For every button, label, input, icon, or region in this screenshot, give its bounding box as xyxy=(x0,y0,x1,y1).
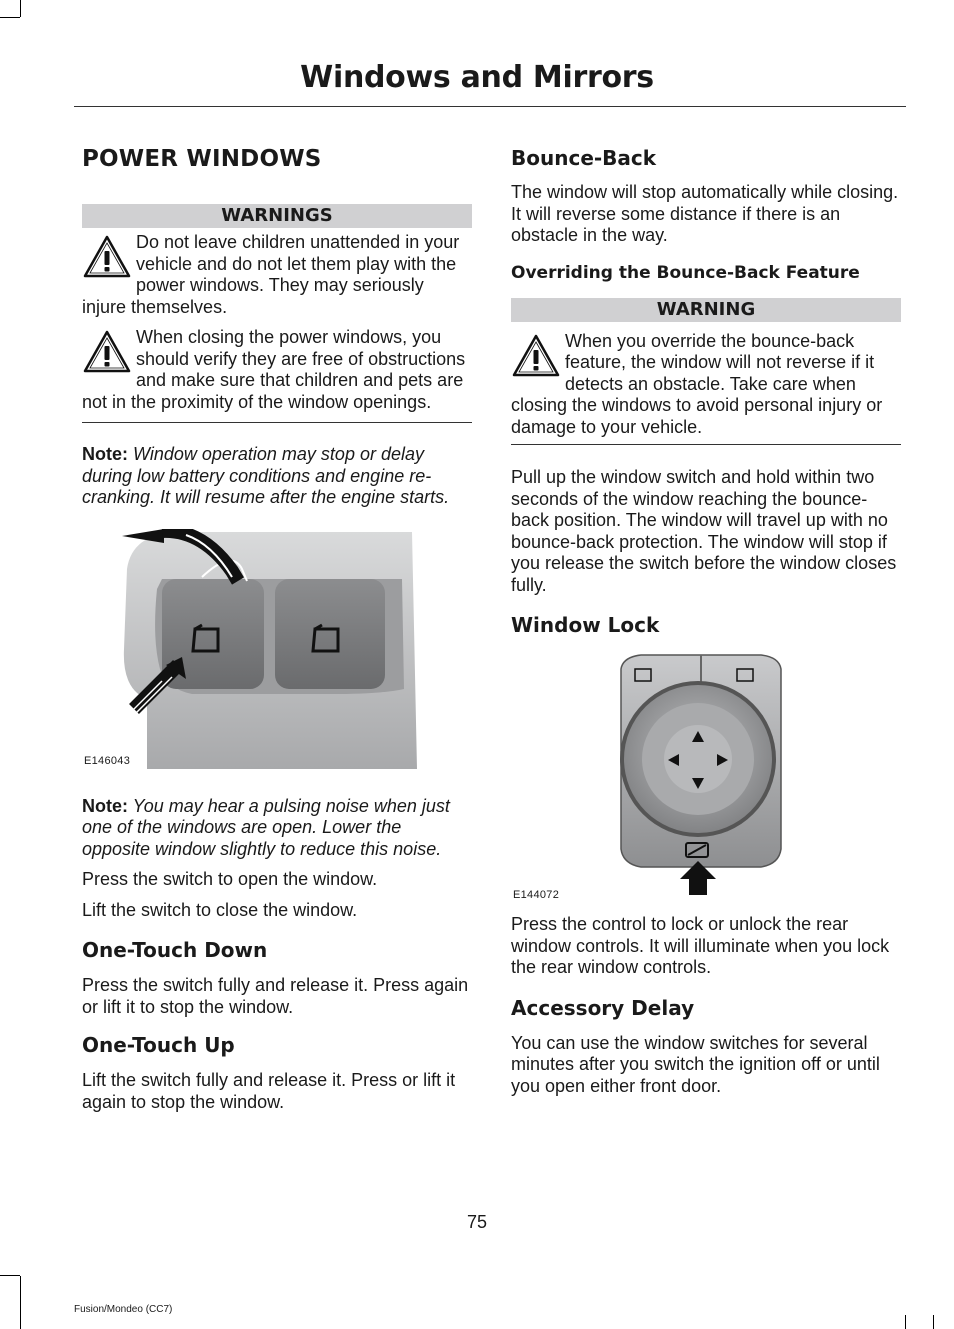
press-instruction: Press the switch to open the window. xyxy=(82,869,378,889)
warning-text: When you override the bounce-back feature, the window will not reverse if it detects an obstacle. Take care when closing the windows to avoid personal injury or damage to your vehicle. xyxy=(511,330,883,437)
figure-window-switches xyxy=(82,529,472,784)
section-title: POWER WINDOWS xyxy=(82,146,322,172)
note-label: Note: xyxy=(82,444,128,464)
warning-header: WARNING xyxy=(511,298,901,322)
page-number: 75 xyxy=(466,1212,488,1232)
lift-instruction: Lift the switch to close the window. xyxy=(82,899,358,920)
crop-mark xyxy=(0,1275,20,1276)
one-touch-up-text: Lift the switch fully and release it. Press or lift it again to stop the window. xyxy=(82,1070,456,1112)
warnings-header: WARNINGS xyxy=(82,204,472,228)
one-touch-up-title: One-Touch Up xyxy=(82,1033,235,1057)
note-text: You may hear a pulsing noise when just one of the windows are open. Lower the opposite window slightly to reduce this noise. xyxy=(82,795,450,859)
warning-triangle-icon xyxy=(82,329,132,375)
one-touch-down-title: One-Touch Down xyxy=(82,938,268,962)
right-column xyxy=(511,140,901,1097)
window-lock-text: Press the control to lock or unlock the rear window controls. It will illuminate when you lock the rear window controls. xyxy=(511,914,890,977)
bounce-back-title: Bounce-Back xyxy=(511,146,657,170)
note-pulsing-noise xyxy=(82,796,472,861)
warning-item xyxy=(511,331,901,439)
accessory-delay-text: You can use the window switches for several minutes after you switch the ignition off or until you open either front door. xyxy=(511,1032,880,1096)
crop-mark xyxy=(905,1315,906,1329)
window-lock-title: Window Lock xyxy=(511,613,660,637)
crop-mark xyxy=(0,17,20,18)
warning-text: Do not leave children unattended in your vehicle and do not let them play with the power windows. They may seriously injure themselves. xyxy=(82,232,460,317)
override-text: Pull up the window switch and hold within two seconds of the window reaching the bounce-back position. The window will travel up with no bounce-back protection. The window will stop if you release the switch before the window closes fully. xyxy=(511,467,897,595)
crop-mark xyxy=(20,1276,21,1329)
note-battery xyxy=(82,444,472,509)
warnings-end-rule xyxy=(82,422,472,423)
figure-code: E146043 xyxy=(84,754,131,767)
warning-text: When closing the power windows, you should verify they are free of obstructions and make sure that children and pets are not in the proximity of the window openings. xyxy=(82,327,466,412)
figure-code: E144072 xyxy=(513,889,560,901)
window-lock-illustration xyxy=(511,649,901,909)
warning-triangle-icon xyxy=(511,333,561,379)
warning-item xyxy=(82,232,472,318)
bounce-back-text: The window will stop automatically while closing. It will reverse some distance if there is an obstacle in the way. xyxy=(511,182,899,245)
crop-mark xyxy=(933,1315,934,1329)
left-column xyxy=(82,140,472,1113)
warning-triangle-icon xyxy=(82,234,132,280)
header-rule xyxy=(74,106,906,107)
override-title: Overriding the Bounce-Back Feature xyxy=(511,262,860,283)
note-label: Note: xyxy=(82,795,128,816)
page-header-title: Windows and Mirrors xyxy=(300,60,654,95)
figure-window-lock xyxy=(511,649,901,909)
one-touch-down-text: Press the switch fully and release it. Press again or lift it to stop the window. xyxy=(82,975,469,1017)
note-text: Window operation may stop or delay during low battery conditions and engine re-cranking. It will resume after the engine starts. xyxy=(82,444,450,507)
crop-mark xyxy=(20,0,21,17)
warning-end-rule xyxy=(511,444,901,445)
warning-item xyxy=(82,327,472,413)
footer-model: Fusion/Mondeo (CC7) xyxy=(74,1304,173,1315)
window-switch-illustration xyxy=(82,529,472,769)
accessory-delay-title: Accessory Delay xyxy=(511,995,695,1020)
